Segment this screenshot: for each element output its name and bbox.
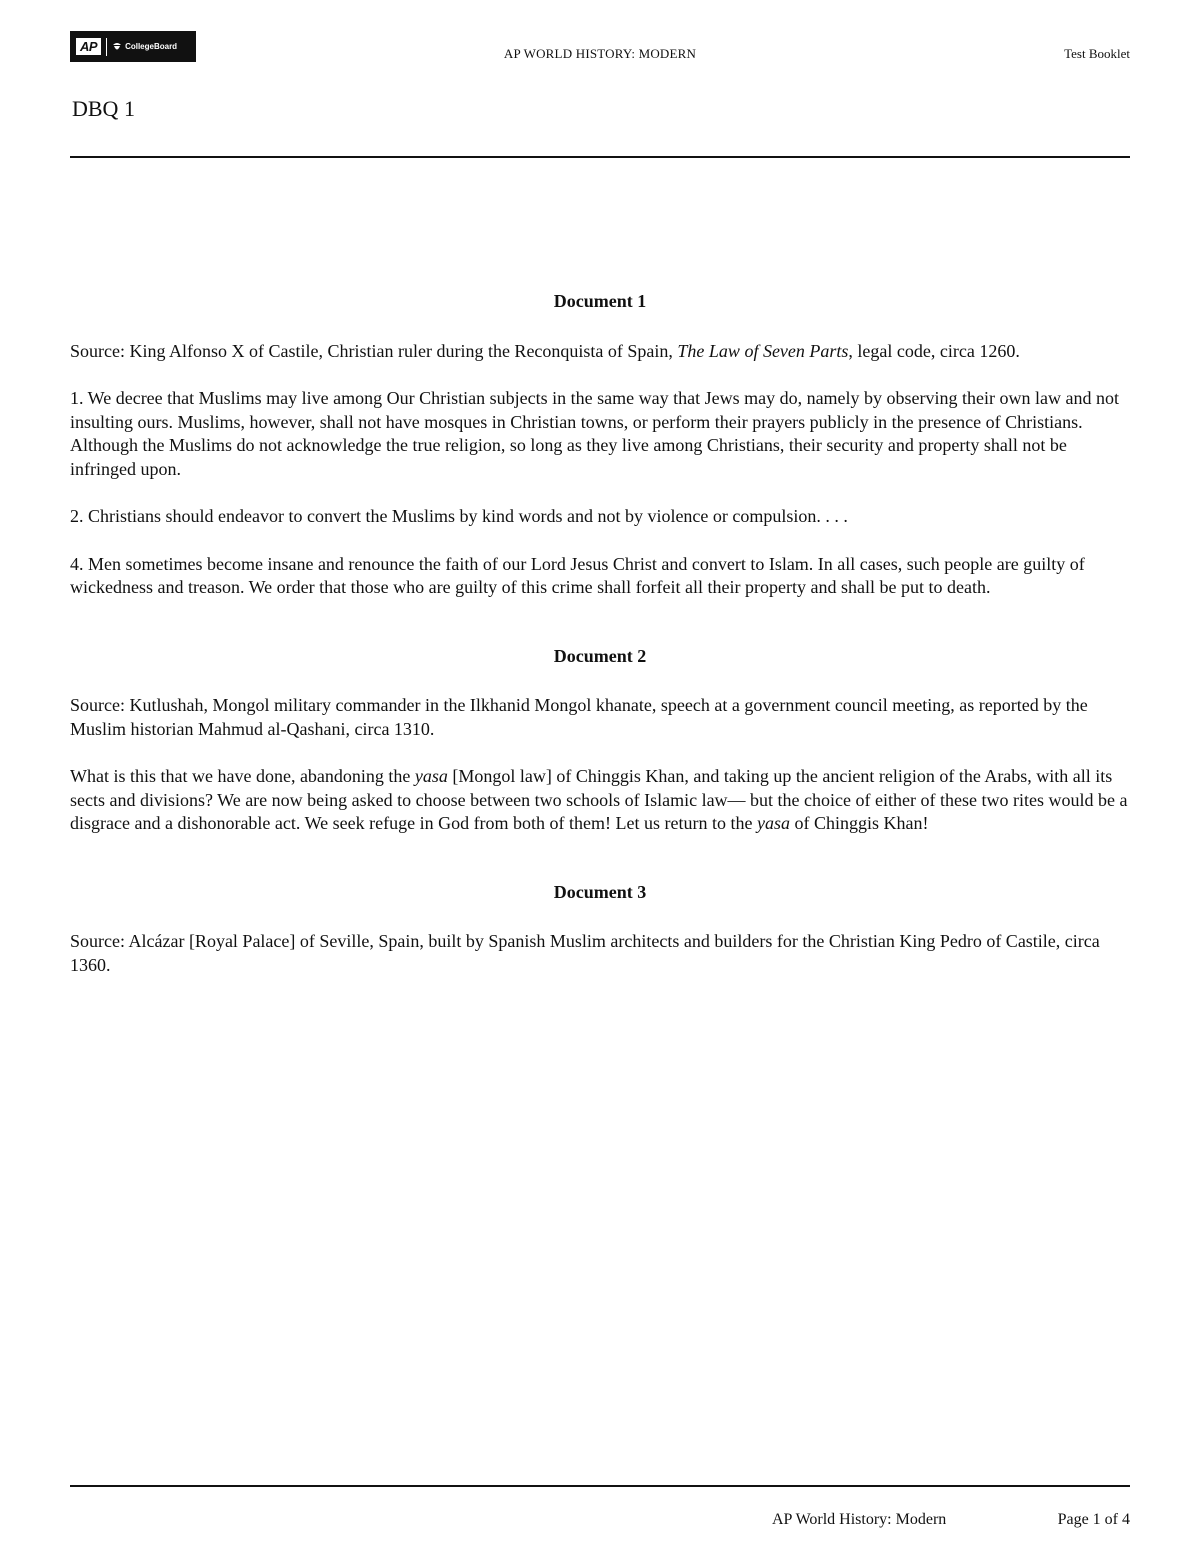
document-1-source: Source: King Alfonso X of Castile, Christian ruler during the Reconquista of Spain, The Law of Seven Parts, legal code, circa 1260.	[70, 340, 1020, 361]
top-divider	[70, 156, 1130, 158]
header-subject-title: AP WORLD HISTORY: MODERN	[503, 46, 697, 61]
page-title: DBQ 1	[72, 96, 135, 121]
header-test-booklet-label: Test Booklet	[1064, 46, 1130, 61]
document-1-paragraph: 2. Christians should endeavor to convert the Muslims by kind words and not by violence or compulsion. . . .	[70, 506, 848, 526]
logo-brand-text: CollegeBoard	[125, 42, 178, 51]
document-1-heading: Document 1	[553, 291, 647, 311]
document-2-quote: What is this that we have done, abandoning the yasa [Mongol law] of Chinggis Khan, and taking up the ancient religion of the Arabs, with all its sects and divisions? We are now being asked to choose between two schools of Islamic law— but the choice of either of these two rites would be a disgrace and a dishonorable act. We seek refuge in God from both of them! Let us return to the yasa of Chinggis Khan!	[70, 766, 1128, 833]
bottom-divider	[70, 1485, 1130, 1487]
document-1-paragraph: 4. Men sometimes become insane and renounce the faith of our Lord Jesus Christ and convert to Islam. In all cases, such people are guilty of wickedness and treason. We order that those who are guilty of this crime shall forfeit all their property and shall be put to death.	[70, 553, 1085, 597]
footer-subject-title: AP World History: Modern	[772, 1511, 947, 1528]
document-1-paragraph: 1. We decree that Muslims may live among Our Christian subjects in the same way that Jews may do, namely by observing their own law and not insulting ours. Muslims, however, shall not have mosques in Christian towns, or perform their prayers publicly in the presence of Christians. Although the Muslims do not acknowledge the true religion, so long as they live among Christians, their security and property shall not be infringed upon.	[70, 388, 1120, 479]
document-3	[70, 881, 1130, 978]
logo-ap-mark: AP	[76, 38, 101, 55]
footer-page-number: Page 1 of 4	[1057, 1511, 1130, 1528]
document-3-heading: Document 3	[553, 881, 647, 902]
document-2-source: Source: Kutlushah, Mongol military commander in the Ilkhanid Mongol khanate, speech at a government council meeting, as reported by the Muslim historian Mahmud al-Qashani, circa 1310.	[70, 695, 1088, 739]
document-2	[70, 645, 1130, 836]
document-3-source: Source: Alcázar [Royal Palace] of Seville, Spain, built by Spanish Muslim architects and builders for the Christian King Pedro of Castile, circa 1360.	[70, 931, 1100, 975]
document-2-heading: Document 2	[553, 645, 647, 666]
document-1	[70, 290, 1130, 600]
document-1-source-title: The Law of Seven Parts	[677, 340, 849, 361]
document-content	[70, 290, 1130, 1022]
